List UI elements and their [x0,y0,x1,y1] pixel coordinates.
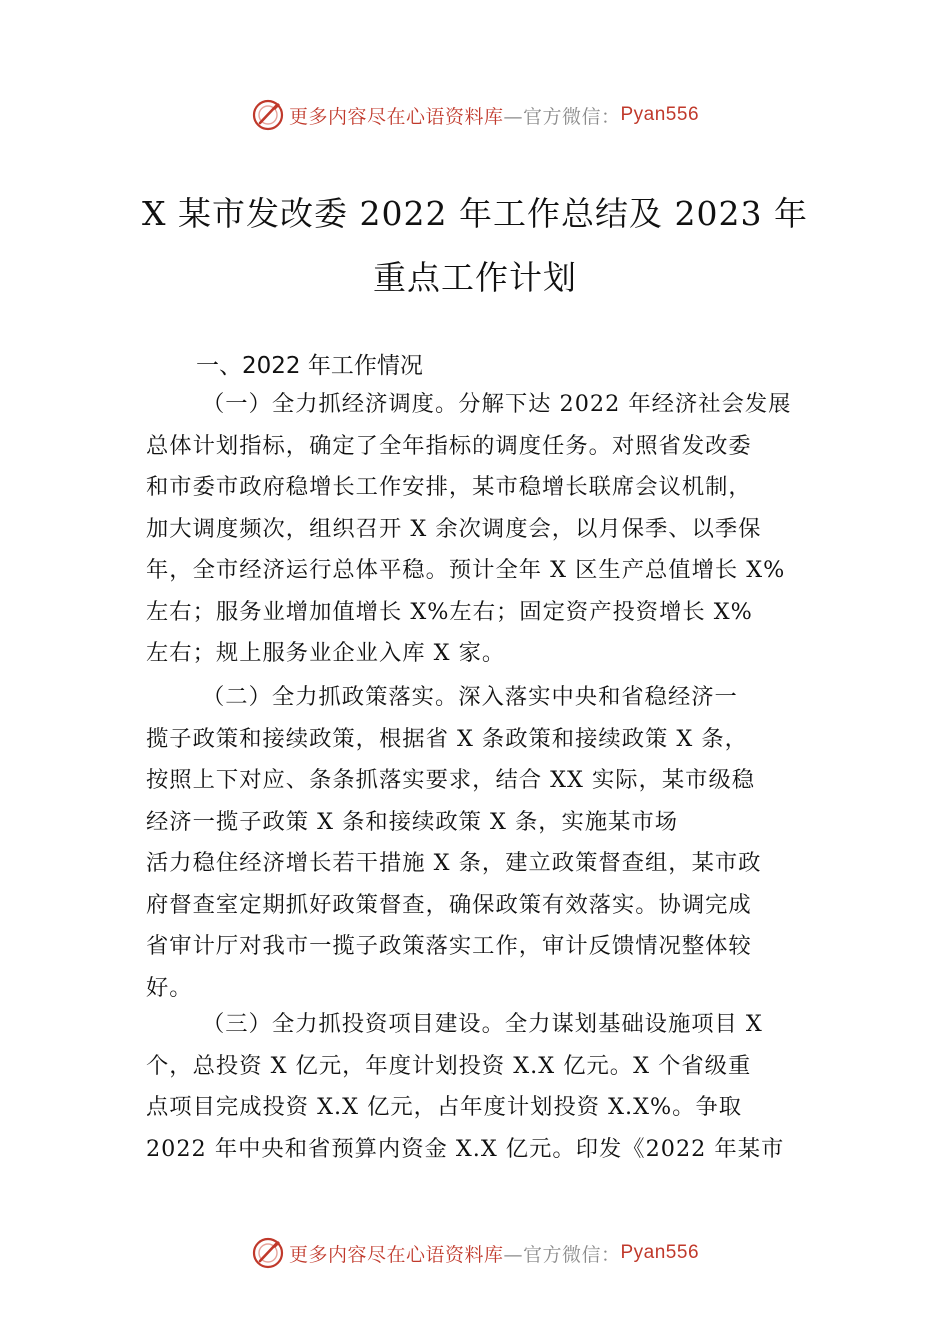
paragraph-line: 年，全市经济运行总体平稳。预计全年 X 区生产总值增长 X% [146,557,786,583]
paragraph-line: 省审计厅对我市一揽子政策落实工作，审计反馈情况整体较 [146,933,752,959]
paragraph-line: 总体计划指标，确定了全年指标的调度任务。对照省发改委 [146,432,752,459]
paragraph-line: 和市委市政府稳增长工作安排，某市稳增长联席会议机制， [146,474,752,500]
paragraph-line: 按照上下对应、条条抓落实要求，结合 XX 实际，某市级稳 [146,767,756,793]
paragraph-line: 加大调度频次，组织召开 X 余次调度会，以月保季、以季保 [146,515,762,542]
paragraph-lead: （二）全力抓政策落实。 [202,684,459,710]
paragraph-economic-dispatch [146,384,810,675]
paragraph-investment-projects [146,1004,810,1170]
paragraph-lead: （一）全力抓经济调度。 [202,391,459,417]
paragraph-line: 好。 [146,974,193,1001]
paragraph-line: 经济一揽子政策 X 条和接续政策 X 条，实施某市场 [146,808,679,835]
watermark-footer [0,1233,950,1273]
paragraph-line: 揽子政策和接续政策，根据省 X 条政策和接续政策 X 条， [146,725,748,752]
paragraph-text: 分解下达 2022 年经济社会发展 [458,391,792,417]
section-heading: 一、2022 年工作情况 [196,353,423,379]
watermark-main-text: 更多内容尽在心语资料库 [288,1243,504,1266]
watermark-wechat-id: Pyan556 [620,104,700,125]
watermark-header [0,95,950,135]
paragraph-text: 深入落实中央和省稳经济一 [458,684,738,710]
document-title-line-1: X 某市发改委 2022 年工作总结及 2023 年 [142,194,808,233]
paragraph-line: 左右；服务业增加值增长 X%左右；固定资产投资增长 X% [146,598,753,625]
watermark-sub-text: —官方微信： [503,1243,621,1266]
paragraph-line [146,1004,810,1046]
paragraph-line [146,677,810,719]
paragraph-line: 2022 年中央和省预算内资金 X.X 亿元。印发《2022 年某市 [146,1135,785,1162]
paragraph-line: 点项目完成投资 X.X 亿元，占年度计划投资 X.X%。争取 [146,1094,743,1120]
paragraph-line: 左右；规上服务业企业入库 X 家。 [146,640,506,666]
watermark-sub-text: —官方微信： [503,105,621,128]
paragraph-line [146,384,810,426]
watermark-wechat-id: Pyan556 [620,1242,700,1263]
watermark-logo-icon [251,98,285,132]
document-title-line-2: 重点工作计划 [373,258,577,297]
watermark-logo-icon [251,1236,285,1270]
paragraph-line: 个，总投资 X 亿元，年度计划投资 X.X 亿元。X 个省级重 [146,1052,752,1079]
paragraph-lead: （三）全力抓投资项目建设。 [202,1011,505,1037]
paragraph-policy-implementation [146,677,810,1009]
paragraph-line: 府督查室定期抓好政策督查，确保政策有效落实。协调完成 [146,891,752,918]
watermark-main-text: 更多内容尽在心语资料库 [288,105,504,128]
paragraph-text: 全力谋划基础设施项目 X [504,1011,763,1037]
paragraph-line: 活力稳住经济增长若干措施 X 条，建立政策督查组，某市政 [146,850,762,876]
